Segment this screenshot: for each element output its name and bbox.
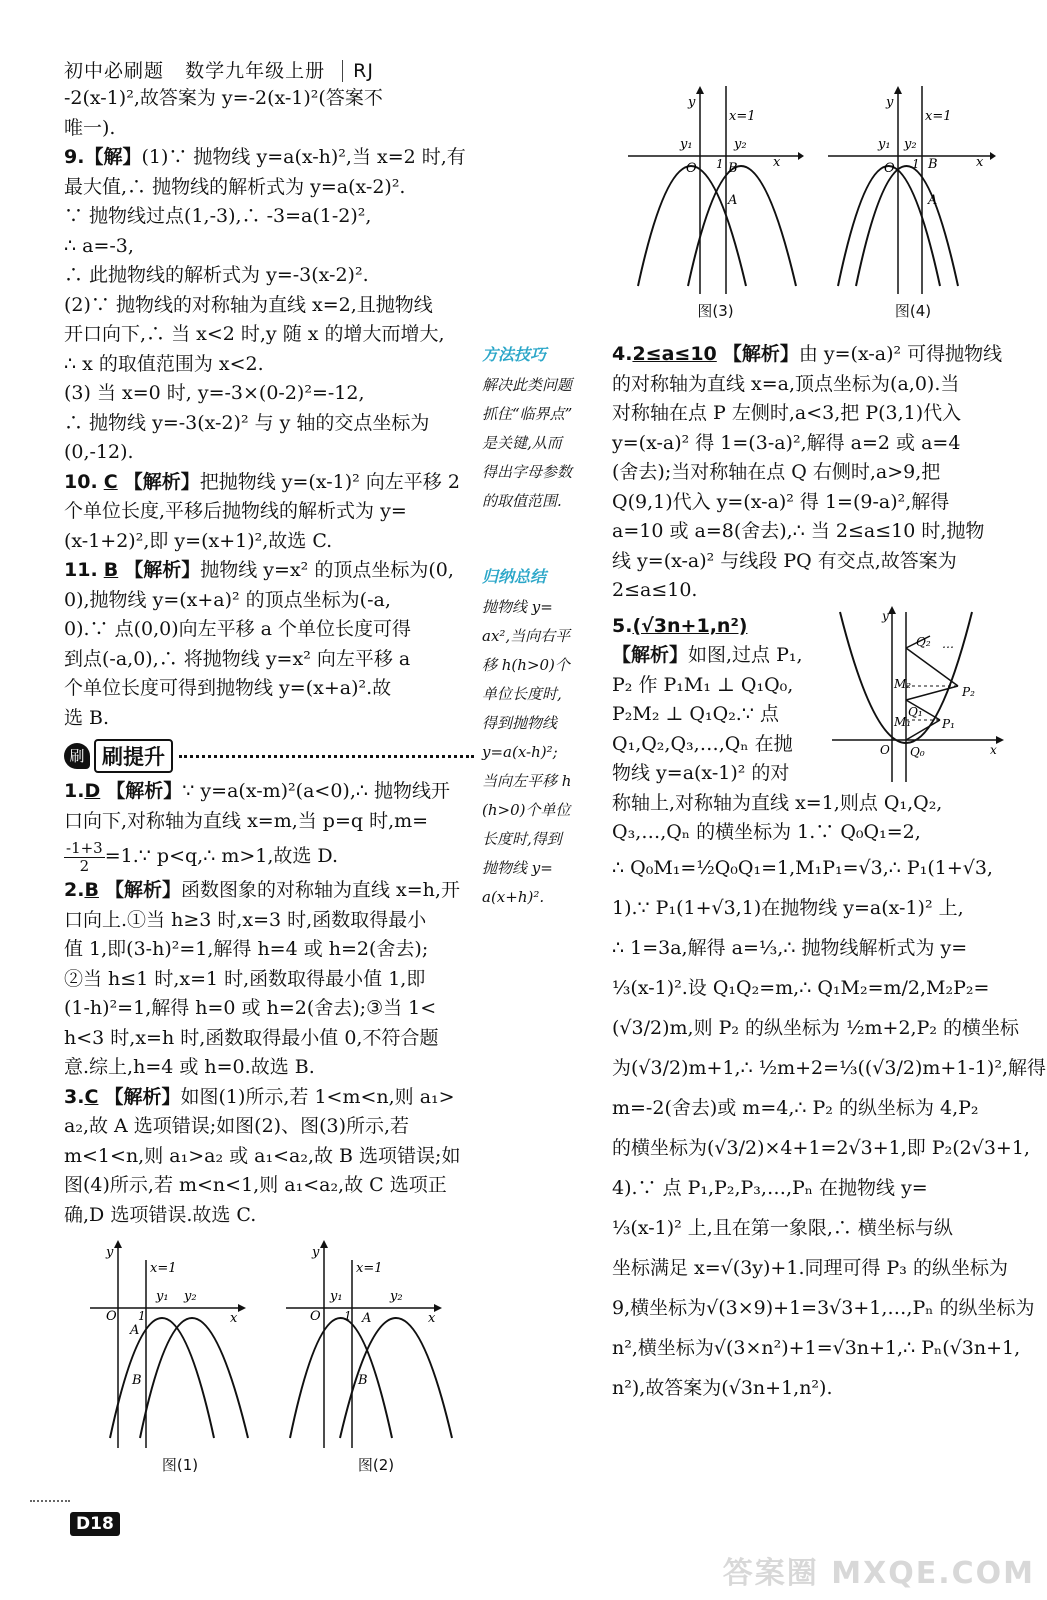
answer-text: (√3n+1,n²) <box>632 614 748 637</box>
note-line: 抓住“临界点” <box>482 405 573 423</box>
note-line: 移 h(h>0)个 <box>482 656 570 674</box>
analysis-tag: 【解析】 <box>123 470 200 493</box>
text-line: 意.综上,h=4 或 h=0.故选 B. <box>64 1056 315 1078</box>
answer-choice: B <box>103 559 119 581</box>
text-line: (2)∵ 抛物线的对称轴为直线 x=2,且抛物线 <box>64 293 433 316</box>
text-line: h<3 时,x=h 时,函数取得最小值 0,不符合题 <box>64 1026 439 1049</box>
analysis-tag: 【解析】 <box>124 559 201 581</box>
text-line: 线 y=(x-a)² 与线段 PQ 有交点,故答案为 <box>612 549 957 572</box>
text-line: ⅓(x-1)² 上,且在第一象限,∴ 横坐标与纵 <box>612 1216 953 1239</box>
right-column <box>612 340 1047 1408</box>
left-column <box>64 84 474 1230</box>
symmetry-axis-label: x=1 <box>356 1261 383 1276</box>
problem-2 <box>64 876 474 1083</box>
text-line: 抛物线 y=x² 的顶点坐标为(0, <box>200 559 454 581</box>
text-line: a₂,故 A 选项错误;如图(2)、图(3)所示,若 <box>64 1115 410 1137</box>
text-line: (x-1+2)²,即 y=(x+1)²,故选 C. <box>64 529 333 552</box>
edition-label: RJ <box>342 60 374 82</box>
figure-q5 <box>830 604 1005 784</box>
tick-label-1: 1 <box>344 1309 352 1323</box>
x-axis-label: x <box>230 1311 238 1326</box>
y-axis-label: y <box>312 1245 320 1260</box>
note-line: 的取值范围. <box>482 492 562 510</box>
fraction-numerator: -1+3 <box>66 838 103 857</box>
text-line: 值 1,即(3-h)²=1,解得 h=4 或 h=2(舍去); <box>64 938 429 960</box>
problem-3 <box>64 1083 474 1231</box>
origin-label: O <box>310 1309 321 1324</box>
text-line: 为(√3/2)m+1,∴ ½m+2=⅓((√3/2)m+1-1)²,解得 <box>612 1056 1047 1079</box>
text-line: 开口向下,∴ 当 x<2 时,y 随 x 的增大而增大, <box>64 323 445 345</box>
y1-label: y₁ <box>680 137 693 152</box>
note-line: (h>0)个单位 <box>482 801 571 819</box>
text-line: 个单位长度可得到抛物线 y=(x+a)².故 <box>64 677 392 699</box>
side-notes <box>482 342 590 912</box>
note-line: 长度时,得到 <box>482 830 562 848</box>
text-line: ∵ 抛物线过点(1,-3),∴ -3=a(1-2)², <box>64 205 372 227</box>
note-line: y=a(x-h)²; <box>482 743 558 761</box>
text-line: 最大值,∴ 抛物线的解析式为 y=a(x-2)². <box>64 175 406 198</box>
figure-caption: 图(2) <box>357 1456 395 1474</box>
x-axis-label: x <box>990 743 997 757</box>
y2-label: y₂ <box>390 1289 403 1304</box>
question-10 <box>64 468 474 557</box>
text-line: Q₃,…,Qₙ 的横坐标为 1.∵ Q₀Q₁=2, <box>612 821 921 843</box>
problem-4 <box>612 340 1002 606</box>
figure-caption: 图(1) <box>161 1456 199 1474</box>
question-11 <box>64 556 474 733</box>
text-line: 选 B. <box>64 706 110 729</box>
y-axis-label: y <box>106 1245 114 1260</box>
q2-label: Q₂ <box>916 635 931 649</box>
point-b-label: B <box>928 157 938 172</box>
text-line: 口向上.①当 h≥3 时,x=3 时,函数取得最小 <box>64 908 427 931</box>
text-line: ∴ a=-3, <box>64 234 134 257</box>
y2-label: y₂ <box>734 137 747 152</box>
answer-text: 2≤a≤10 <box>632 343 717 365</box>
text-line: (1-h)²=1,解得 h=0 或 h=2(舍去);③当 1< <box>64 997 437 1019</box>
m1-label: M₁ <box>894 715 912 729</box>
text-line: 确,D 选项错误.故选 C. <box>64 1203 257 1226</box>
text-line: m=-2(舍去)或 m=4,∴ P₂ 的纵坐标为 4,P₂ <box>612 1096 979 1119</box>
note-line: 单位长度时, <box>482 685 562 703</box>
q0-label: Q₀ <box>910 745 925 759</box>
symmetry-axis-label: x=1 <box>729 109 756 124</box>
problem-1 <box>64 777 474 876</box>
analysis-tag: 【解析】 <box>612 644 689 666</box>
y1-label: y₁ <box>156 1289 169 1304</box>
analysis-tag: 【解析】 <box>104 879 181 901</box>
summary-note-title: 归纳总结 <box>482 567 547 586</box>
text-line: 4).∵ 点 P₁,P₂,P₃,…,Pₙ 在抛物线 y= <box>612 1176 928 1199</box>
figure-caption: 图(3) <box>697 302 734 320</box>
section-heading <box>64 739 474 773</box>
text-line: 到点(-a,0),∴ 将抛物线 y=x² 向左平移 a <box>64 647 411 670</box>
text-line: 对称轴在点 P 左侧时,a<3,把 P(3,1)代入 <box>612 402 962 424</box>
text-line: m<1<n,则 a₁>a₂ 或 a₁<a₂,故 B 选项错误;如 <box>64 1144 461 1167</box>
text-line: 的横坐标为(√3/2)×4+1=2√3+1,即 P₂(2√3+1, <box>612 1136 1030 1159</box>
point-a-label: A <box>728 193 738 208</box>
origin-label: O <box>686 161 697 176</box>
text-line: 9,横坐标为√(3×9)+1=3√3+1,…,Pₙ 的纵坐标为 <box>612 1296 1035 1319</box>
point-a-label: A <box>130 1323 140 1338</box>
tick-label-1: 1 <box>716 157 724 171</box>
text-line: 称轴上,对称轴为直线 x=1,则点 Q₁,Q₂, <box>612 791 943 814</box>
note-line: ax²,当向右平 <box>482 627 571 645</box>
page-number: D18 <box>70 1512 120 1536</box>
figure-1 <box>90 1238 270 1478</box>
text-line: P₂M₂ ⊥ Q₁Q₂.∵ 点 <box>612 703 779 725</box>
origin-label: O <box>106 1309 117 1324</box>
question-number: 1. <box>64 780 85 802</box>
y-axis-label: y <box>886 95 894 110</box>
text-line: 如图(1)所示,若 1<m<n,则 a₁> <box>180 1085 455 1108</box>
analysis-tag: 【解析】 <box>106 780 183 802</box>
symmetry-axis-label: x=1 <box>925 109 952 124</box>
question-number: 3. <box>64 1085 85 1108</box>
text-line: ∴ 1=3a,解得 a=⅓,∴ 抛物线解析式为 y= <box>612 936 968 959</box>
figure-2 <box>286 1238 466 1478</box>
note-line: 得出字母参数 <box>482 463 573 481</box>
question-number: 10. <box>64 470 98 493</box>
text-line: Q₁,Q₂,Q₃,…,Qₙ 在抛 <box>612 732 793 755</box>
book-title: 初中必刷题 <box>64 60 165 82</box>
note-line: 当向左平移 h <box>482 772 572 790</box>
text-line: n²),故答案为(√3n+1,n²). <box>612 1376 833 1399</box>
text-line: 0),抛物线 y=(x+a)² 的顶点坐标为(-a, <box>64 588 391 611</box>
dotted-divider <box>179 755 474 758</box>
text-line: -2(x-1)²,故答案为 y=-2(x-1)²(答案不 <box>64 87 383 109</box>
text-line: ∴ x 的取值范围为 x<2. <box>64 352 264 375</box>
text-line: y=(x-a)² 得 1=(3-a)²,解得 a=2 或 a=4 <box>612 431 961 454</box>
method-tip <box>482 342 590 516</box>
text-line: (0,-12). <box>64 441 134 463</box>
solution-tag: 【解】 <box>84 146 142 168</box>
origin-label: O <box>884 161 895 176</box>
text-line: 口向下,对称轴为直线 x=m,当 p=q 时,m= <box>64 809 429 832</box>
text-line: P₂ 作 P₁M₁ ⊥ Q₁Q₀, <box>612 673 794 696</box>
note-line: 得到抛物线 <box>482 714 558 732</box>
origin-label: O <box>880 743 890 757</box>
question-number: 4. <box>612 343 633 365</box>
tick-label-1: 1 <box>138 1309 146 1323</box>
symmetry-axis-label: x=1 <box>150 1261 177 1276</box>
subject-title: 数学九年级上册 <box>185 60 326 82</box>
text-line: ⅓(x-1)².设 Q₁Q₂=m,∴ Q₁M₂=m/2,M₂P₂= <box>612 976 990 999</box>
p1-label: P₁ <box>942 717 955 731</box>
text-line: 2≤a≤10. <box>612 579 698 601</box>
method-tip-title: 方法技巧 <box>482 345 547 364</box>
note-line: a(x+h)². <box>482 888 545 906</box>
text-line: 坐标满足 x=√(3y)+1.同理可得 P₃ 的纵坐标为 <box>612 1256 1008 1279</box>
section-title: 刷提升 <box>94 739 173 773</box>
note-line: 抛物线 y= <box>482 859 553 877</box>
text-line: 1).∵ P₁(1+√3,1)在抛物线 y=a(x-1)² 上, <box>612 896 964 919</box>
y-axis-label: y <box>688 95 696 110</box>
text-line: n²,横坐标为√(3×n²)+1=√3n+1,∴ Pₙ(√3n+1, <box>612 1336 1021 1359</box>
m2-label: M₂ <box>894 677 912 691</box>
p2-label: P₂ <box>962 685 975 699</box>
point-b-label: B <box>132 1373 142 1388</box>
note-line: 是关键,从而 <box>482 434 562 452</box>
text-line: 图(4)所示,若 m<n<1,则 a₁<a₂,故 C 选项正 <box>64 1174 447 1196</box>
text-line: =1.∵ p<q,∴ m>1,故选 D. <box>104 845 339 867</box>
text-line: 如图,过点 P₁, <box>688 644 803 666</box>
text-line: ∴ 抛物线 y=-3(x-2)² 与 y 轴的交点坐标为 <box>64 411 430 434</box>
note-line: 解决此类问题 <box>482 376 573 394</box>
text-line: Q(9,1)代入 y=(x-a)² 得 1=(9-a)²,解得 <box>612 490 950 513</box>
text-line: ②当 h≤1 时,x=1 时,函数取得最小值 1,即 <box>64 967 426 990</box>
note-line: 抛物线 y= <box>482 598 553 616</box>
text-line: 唯一). <box>64 116 116 139</box>
point-a-label: A <box>928 193 938 208</box>
text-line: 个单位长度,平移后抛物线的解析式为 y= <box>64 500 407 522</box>
text-line: 物线 y=a(x-1)² 的对 <box>612 762 790 784</box>
analysis-tag: 【解析】 <box>104 1085 181 1108</box>
text-line: ∴ Q₀M₁=½Q₀Q₁=1,M₁P₁=√3,∴ P₁(1+√3, <box>612 856 993 879</box>
x-axis-label: x <box>773 155 781 170</box>
y2-label: y₂ <box>904 137 917 152</box>
text-line: 0).∵ 点(0,0)向左平移 a 个单位长度可得 <box>64 618 412 640</box>
x-axis-label: x <box>976 155 984 170</box>
text-line: (3) 当 x=0 时, y=-3×(0-2)²=-12, <box>64 382 365 404</box>
x-axis-label: x <box>428 1311 436 1326</box>
figure-4 <box>828 86 998 326</box>
answer-choice: D <box>84 780 101 802</box>
text-line: ∴ 此抛物线的解析式为 y=-3(x-2)². <box>64 264 369 286</box>
analysis-tag: 【解析】 <box>722 343 799 365</box>
watermark-logo: 答案圈 MXQE.COM <box>722 1556 1035 1591</box>
page-dots-divider <box>30 1500 70 1502</box>
y1-label: y₁ <box>330 1289 343 1304</box>
text-line: a=10 或 a=8(舍去),∴ 当 2≤a≤10 时,抛物 <box>612 520 985 542</box>
fraction <box>64 840 105 875</box>
text-line: (√3/2)m,则 P₂ 的纵坐标为 ½m+2,P₂ 的横坐标 <box>612 1016 1020 1039</box>
point-b-label: B <box>358 1373 368 1388</box>
text-line: 由 y=(x-a)² 可得抛物线 <box>798 343 1003 365</box>
answer-choice: C <box>103 470 118 493</box>
figure-caption: 图(4) <box>894 302 932 320</box>
question-number: 11. <box>64 559 98 581</box>
text-line: 的对称轴为直线 x=a,顶点坐标为(a,0).当 <box>612 372 960 395</box>
question-number: 5. <box>612 614 633 637</box>
y1-label: y₁ <box>878 137 891 152</box>
y-axis-label: y <box>882 609 889 623</box>
text-line: ∵ y=a(x-m)²(a<0),∴ 抛物线开 <box>182 780 450 802</box>
page-header <box>64 56 374 83</box>
y2-label: y₂ <box>184 1289 197 1304</box>
figure-3 <box>628 86 803 326</box>
answer-choice: B <box>84 879 99 901</box>
text-line: 函数图象的对称轴为直线 x=h,开 <box>181 879 460 901</box>
text-line: (1)∵ 抛物线 y=a(x-h)²,当 x=2 时,有 <box>141 146 466 168</box>
point-b-label: B <box>728 161 738 176</box>
question-9 <box>64 143 474 468</box>
point-a-label: A <box>362 1311 372 1326</box>
section-badge-icon: 刷 <box>64 743 90 769</box>
answer-choice: C <box>84 1085 99 1108</box>
text-line: (舍去);当对称轴在点 Q 右侧时,a>9,把 <box>612 461 941 483</box>
fraction-denominator: 2 <box>79 856 90 875</box>
ellipsis-label: … <box>942 637 954 651</box>
summary-note <box>482 564 590 912</box>
q1-label: Q₁ <box>908 705 923 719</box>
question-number: 9. <box>64 146 85 168</box>
text-line: 把抛物线 y=(x-1)² 向左平移 2 <box>199 470 460 493</box>
question-number: 2. <box>64 879 85 901</box>
tick-label-1: 1 <box>912 157 920 171</box>
